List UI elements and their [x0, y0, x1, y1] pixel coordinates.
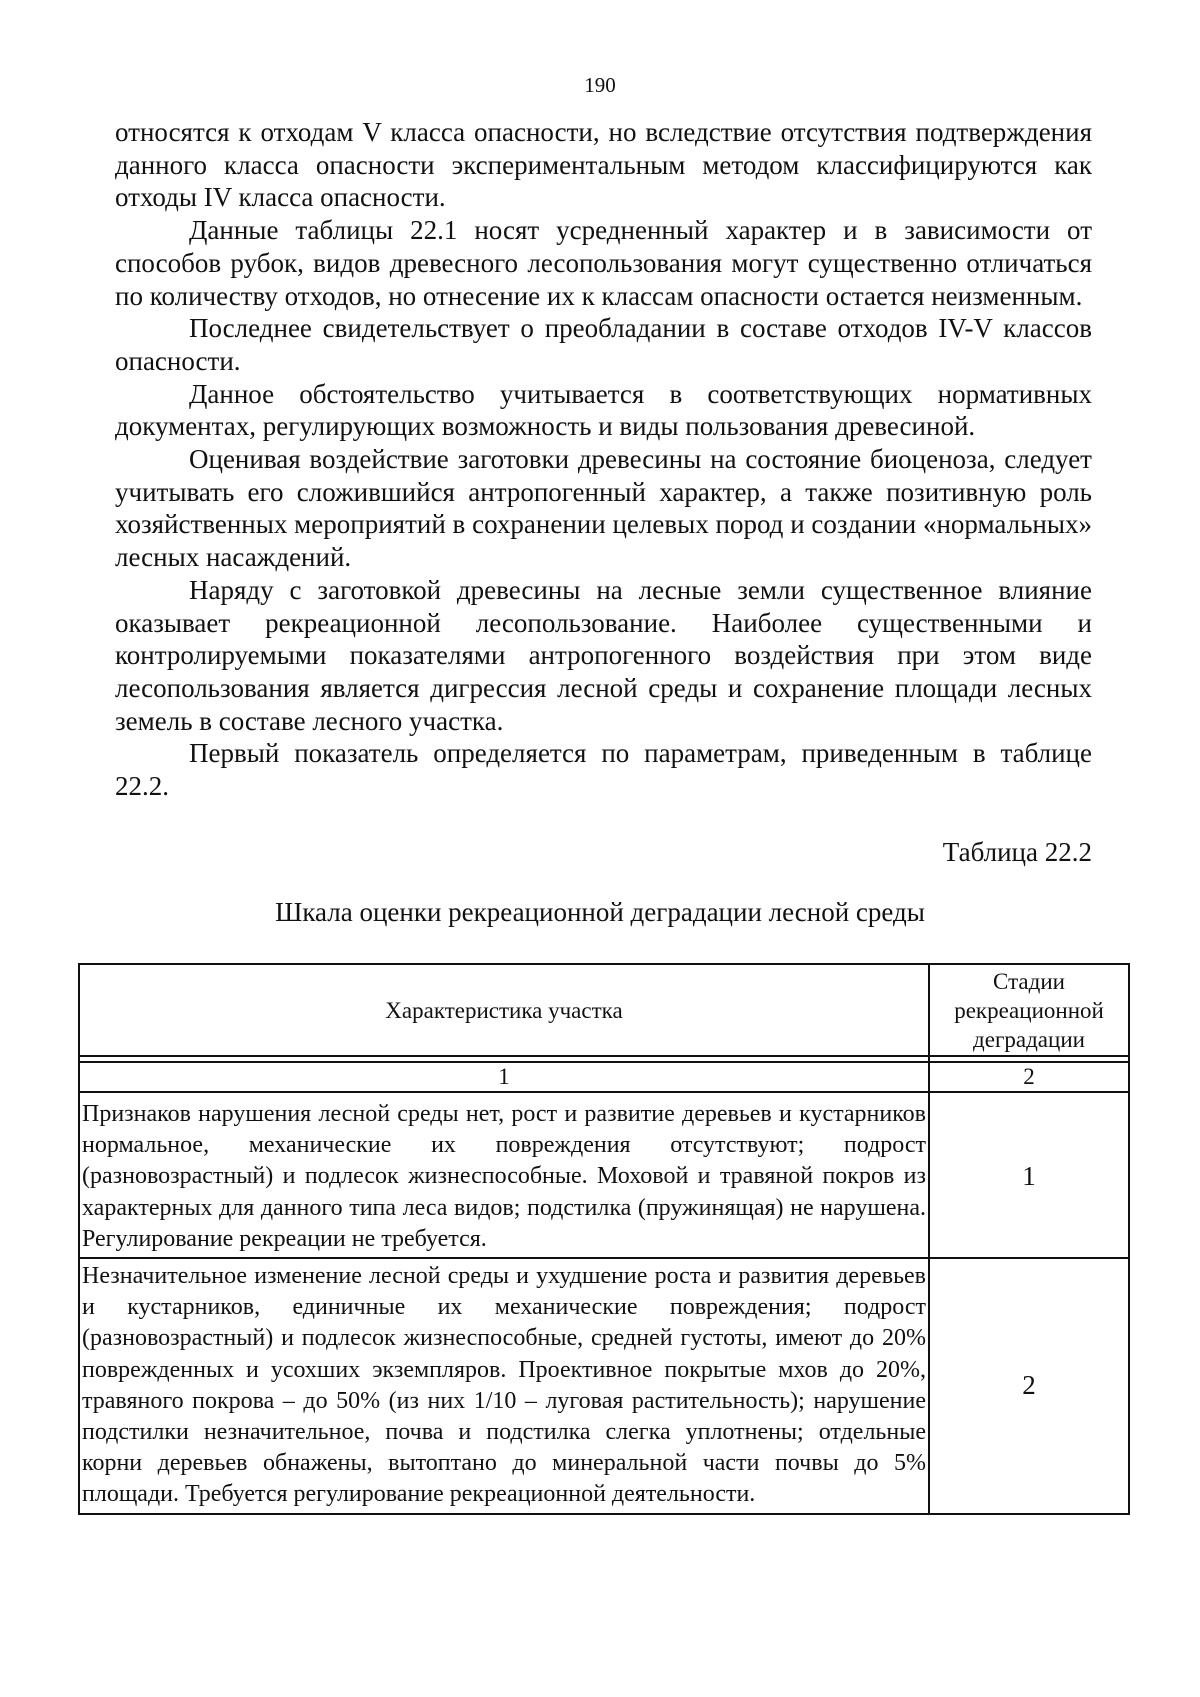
- paragraph-5: Оценивая воздействие заготовки древесины на состояние биоценоза, следует учитывать его сложившийся антропогенный характер, а также позитивную роль хозяйственных мероприятий в сохранении целевых пород и создании «нормальных» лесных насаждений.: [115, 444, 1092, 573]
- header-degradation-stage: Стадии рекреационной деградации: [930, 965, 1128, 1057]
- table-title: Шкала оценки рекреационной деградации лесной среды: [275, 897, 925, 927]
- body-text: [115, 116, 1092, 803]
- header-site-characteristic: Характеристика участка: [80, 965, 930, 1057]
- paragraph-3: Последнее свидетельствует о преобладании в составе отходов IV-V классов опасности.: [115, 313, 1092, 376]
- row-description: Признаков нарушения лесной среды нет, рост и развитие деревьев и кустарников нормальное, механические их повреждения отсутствуют; подрост (разновозрастный) и подлесок жизнеспособные. Моховой и травяной покров из характерных для данного типа леса видов; подстилка (пружинящая) не нарушена. Регулирование рекреации не требуется.: [80, 1097, 930, 1259]
- paragraph-6: Наряду с заготовкой древесины на лесные земли существенное влияние оказывает рекреационной лесопользование. Наиболее существенными и контролируемыми показателями антропогенного воздействия при этом виде лесопользования является дигрессия лесной среды и сохранение площади лесных земель в составе лесного участка.: [115, 574, 1092, 736]
- row-description: Незначительное изменение лесной среды и ухудшение роста и развития деревьев и кустарников, единичные их механические повреждения; подрост (разновозрастный) и подлесок жизнеспособные, средней густоты, имеют до 20% поврежденных и усохших экземпляров. Проективное покрытые мхов до 20%, травяного покрова – до 50% (из них 1/10 – луговая растительность); нарушение подстилки незначительное, почва и подстилка слегка уплотнены; отдельные корни деревьев обнажены, вытоптано до минеральной части почвы до 5% площади. Требуется регулирование рекреационной деятельности.: [80, 1259, 930, 1513]
- table-header-row: [80, 965, 1128, 1057]
- table-row: [80, 1097, 1128, 1259]
- paragraph-2: Данные таблицы 22.1 носят усредненный характер и в зависимости от способов рубок, видов древесного лесопользования могут существенно отличаться по количеству отходов, но отнесение их к классам опасности остается неизменным.: [115, 215, 1092, 311]
- table-row: [80, 1259, 1128, 1513]
- table-column-number-row: [80, 1061, 1128, 1093]
- table-caption: Таблица 22.2: [942, 837, 1092, 867]
- degradation-scale-table: [78, 963, 1130, 1515]
- paragraph-1: относятся к отходам V класса опасности, но вследствие отсутствия подтверждения данного класса опасности экспериментальным методом классифицируются как отходы IV класса опасности.: [115, 117, 1092, 213]
- paragraph-7: Первый показатель определяется по параметрам, приведенным в таблице 22.2.: [115, 738, 1092, 802]
- page-number: 190: [584, 73, 616, 97]
- column-number-1: 1: [80, 1061, 930, 1093]
- row-stage: 1: [930, 1097, 1128, 1259]
- paragraph-4: Данное обстоятельство учитывается в соответствующих нормативных документах, регулирующих возможность и виды пользования древесиной.: [115, 378, 1092, 442]
- row-stage: 2: [1022, 1370, 1036, 1401]
- column-number-2: 2: [930, 1061, 1128, 1093]
